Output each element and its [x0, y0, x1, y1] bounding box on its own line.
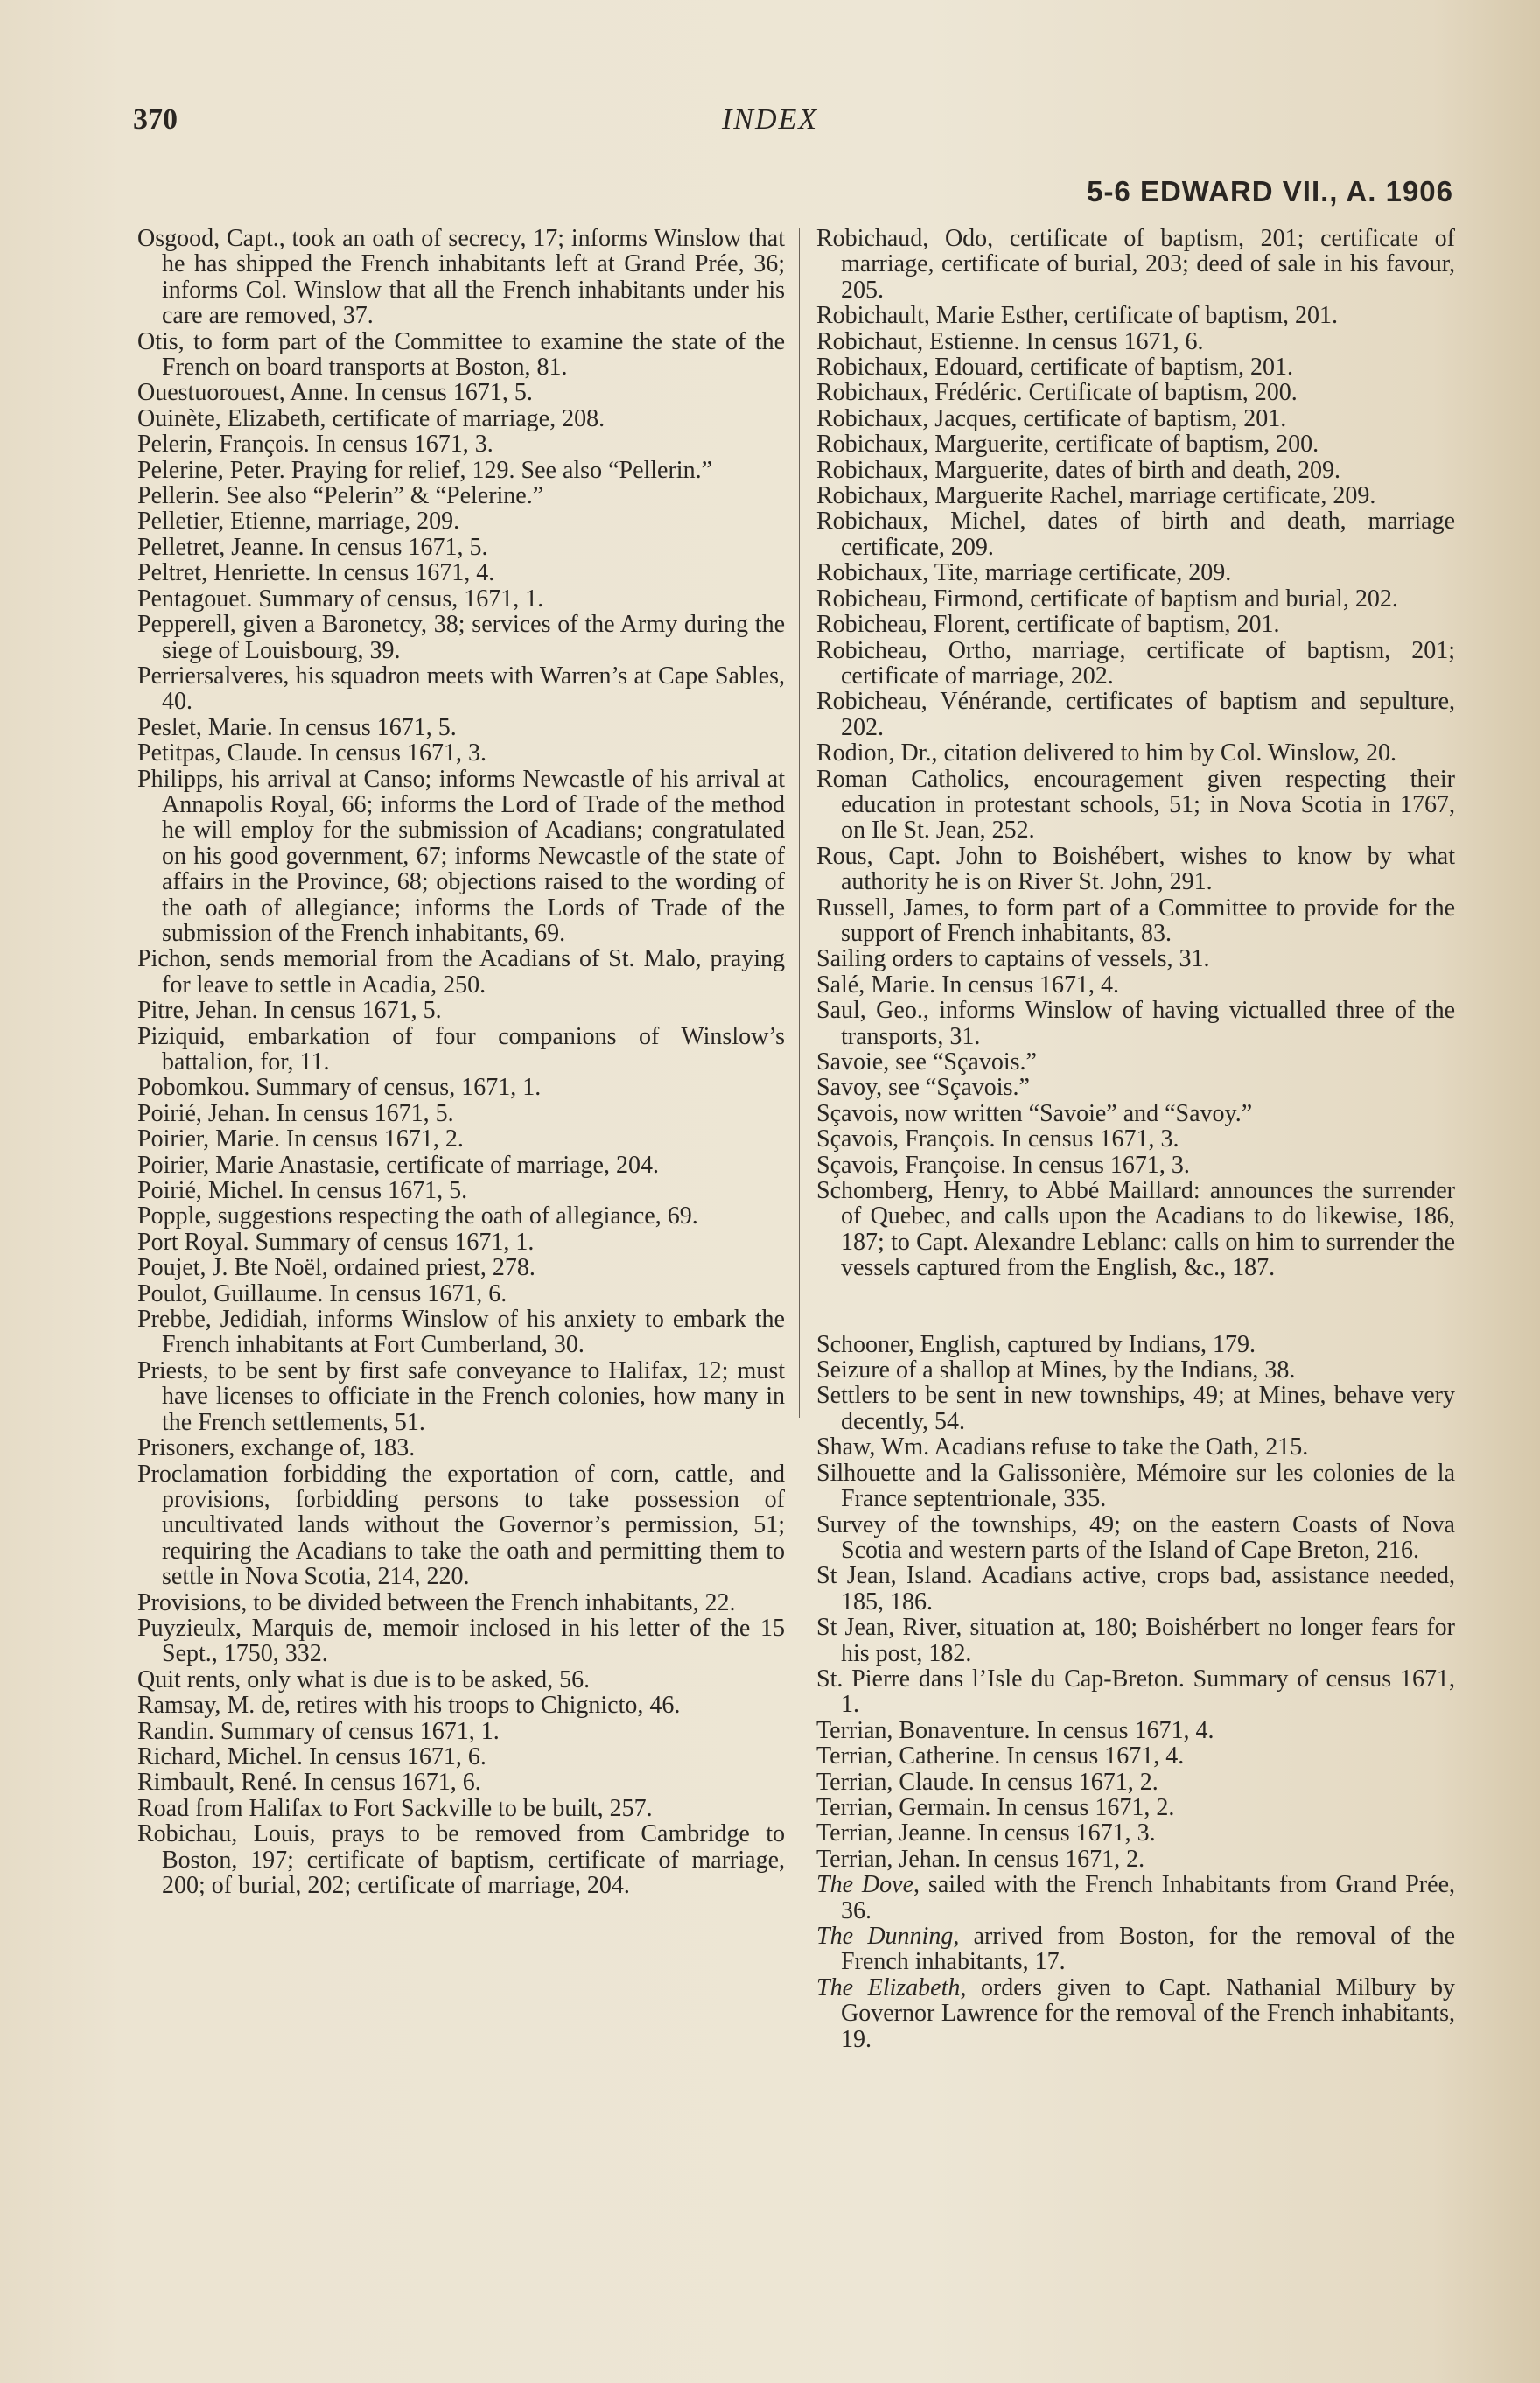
index-entry: Pelletret, Jeanne. In census 1671, 5.: [137, 533, 488, 561]
index-entry: Robicheau, Firmond, certificate of baptism and burial, 202.: [816, 585, 1398, 613]
ship-entries: [816, 1872, 1455, 2052]
index-entry: Pelletier, Etienne, marriage, 209.: [137, 508, 460, 536]
index-entry: Osgood, Capt., took an oath of secrecy, 17; informs Winslow that he has shipped the French inhabitants left at Grand Prée, 36; informs Col. Winslow that all the French inhabitants under his care are removed, 37.: [137, 225, 785, 330]
index-entry: Robichaux, Jacques, certificate of baptism, 201.: [816, 404, 1287, 432]
index-entry: Terrian, Claude. In census 1671, 2.: [816, 1768, 1158, 1796]
index-entry: Survey of the townships, 49; on the eastern Coasts of Nova Scotia and western parts of the Island of Cape Breton, 216.: [816, 1510, 1455, 1564]
index-entry: Piziquid, embarkation of four companions of Winslow’s battalion, for, 11.: [137, 1022, 785, 1076]
index-entry: Shaw, Wm. Acadians refuse to take the Oath, 215.: [816, 1433, 1309, 1461]
index-entry: Perriersalveres, his squadron meets with Warren’s at Cape Sables, 40.: [137, 662, 785, 716]
index-entry: Otis, to form part of the Committee to examine the state of the French on board transports at Boston, 81.: [137, 327, 785, 382]
right-column-lower-entries: [816, 1332, 1455, 1873]
index-entry: Robichaux, Edouard, certificate of baptism, 201.: [816, 354, 1294, 382]
ship-index-entry: [816, 1872, 1455, 1924]
index-entry: Robichaut, Estienne. In census 1671, 6.: [816, 327, 1204, 355]
index-entry: Pelerin, François. In census 1671, 3.: [137, 431, 494, 459]
index-entry: Ouestuorouest, Anne. In census 1671, 5.: [137, 379, 533, 407]
index-entry: St. Pierre dans l’Isle du Cap-Breton. Summary of census 1671, 1.: [816, 1665, 1455, 1719]
index-entry: Rodion, Dr., citation delivered to him by Col. Winslow, 20.: [816, 739, 1397, 767]
index-entry: Sçavois, Françoise. In census 1671, 3.: [816, 1151, 1190, 1179]
index-entry: Proclamation forbidding the exportation of corn, cattle, and provisions, forbidding persons to take possession of uncultivated lands without the Governor’s permission, 51; requiring the Acadians to take the oath and permitting them to settle in Nova Scotia, 214, 220.: [137, 1460, 785, 1591]
session-reference: 5-6 EDWARD VII., A. 1906: [1087, 175, 1453, 207]
index-entry: Poirié, Michel. In census 1671, 5.: [137, 1177, 468, 1205]
index-entry: Pichon, sends memorial from the Acadians of St. Malo, praying for leave to settle in Acadia, 250.: [137, 945, 785, 999]
index-entry: Robicheau, Ortho, marriage, certificate of baptism, 201; certificate of marriage, 202.: [816, 636, 1455, 690]
index-entry: Pobomkou. Summary of census, 1671, 1.: [137, 1074, 542, 1102]
index-entry: Russell, James, to form part of a Committee to provide for the support of French inhabitants, 83.: [816, 894, 1455, 947]
index-entry: Poirié, Jehan. In census 1671, 5.: [137, 1099, 454, 1127]
index-entry: Pellerin. See also “Pelerin” & “Pelerine.”: [137, 482, 544, 510]
index-entry: Priests, to be sent by first safe conveyance to Halifax, 12; must have licenses to officiate in the French colonies, how many in the French settlements, 51.: [137, 1356, 785, 1436]
ship-entry-text: , orders given to Capt. Nathanial Milbury by Governor Lawrence for the removal of the French inhabitants, 19.: [841, 1973, 1456, 2053]
section-gap: [816, 1281, 1455, 1332]
index-entry: Pitre, Jehan. In census 1671, 5.: [137, 997, 442, 1025]
index-entry: Sailing orders to captains of vessels, 31.: [816, 945, 1210, 973]
right-column-upper-entries: [816, 226, 1455, 1281]
index-entry: St Jean, River, situation at, 180; Boishérbert no longer fears for his post, 182.: [816, 1614, 1455, 1667]
index-entry: Pelerine, Peter. Praying for relief, 129. See also “Pellerin.”: [137, 456, 713, 484]
index-entry: Seizure of a shallop at Mines, by the Indians, 38.: [816, 1356, 1296, 1384]
index-entry: Settlers to be sent in new townships, 49; at Mines, behave very decently, 54.: [816, 1382, 1455, 1435]
index-entry: Road from Halifax to Fort Sackville to be built, 257.: [137, 1794, 653, 1822]
index-entry: Ouinète, Elizabeth, certificate of marriage, 208.: [137, 404, 606, 432]
index-entry: Savoie, see “Sçavois.”: [816, 1048, 1037, 1076]
ship-entry-text: , arrived from Boston, for the removal of the French inhabitants, 17.: [841, 1923, 1455, 1976]
page-number: 370: [133, 103, 178, 136]
index-entry: Savoy, see “Sçavois.”: [816, 1074, 1030, 1102]
index-entry: Robicheau, Florent, certificate of baptism, 201.: [816, 611, 1280, 639]
index-entry: Ramsay, M. de, retires with his troops to Chignicto, 46.: [137, 1692, 681, 1720]
index-entry: Peslet, Marie. In census 1671, 5.: [137, 713, 457, 741]
index-entry: Poirier, Marie. In census 1671, 2.: [137, 1125, 464, 1153]
index-entry: St Jean, Island. Acadians active, crops bad, assistance needed, 185, 186.: [816, 1562, 1455, 1616]
index-entry: Saul, Geo., informs Winslow of having victualled three of the transports, 31.: [816, 997, 1455, 1050]
index-entry: Robichaux, Tite, marriage certificate, 209.: [816, 559, 1232, 587]
left-index-column: [137, 226, 785, 1898]
ship-index-entry: [816, 1924, 1455, 1975]
index-entry: Robichault, Marie Esther, certificate of baptism, 201.: [816, 302, 1339, 330]
index-entry: Philipps, his arrival at Canso; informs Newcastle of his arrival at Annapolis Royal, 66; informs the Lord of Trade of the method he will employ for the submission of Acadians; congratulated on his good government, 67; informs Newcastle of the state of affairs in the Province, 68; objections raised to the wording of the oath of allegiance; informs the Lords of Trade of the submission of the French inhabitants, 69.: [137, 765, 785, 947]
ship-entry-text: , sailed with the French Inhabitants from Grand Prée, 36.: [841, 1871, 1455, 1924]
index-entry: Popple, suggestions respecting the oath of allegiance, 69.: [137, 1202, 698, 1230]
index-entry: Terrian, Jehan. In census 1671, 2.: [816, 1845, 1145, 1873]
index-entry: Sçavois, François. In census 1671, 3.: [816, 1125, 1180, 1153]
index-entry: Poulot, Guillaume. In census 1671, 6.: [137, 1279, 508, 1307]
index-entry: Puyzieulx, Marquis de, memoir inclosed in his letter of the 15 Sept., 1750, 332.: [137, 1614, 785, 1668]
index-entry: Pepperell, given a Baronetcy, 38; services of the Army during the siege of Louisbourg, 39.: [137, 611, 785, 664]
index-entry: Robichaux, Marguerite, dates of birth and death, 209.: [816, 456, 1340, 484]
running-title: INDEX: [721, 103, 819, 136]
index-entry: Peltret, Henriette. In census 1671, 4.: [137, 559, 495, 587]
index-entry: Terrian, Jeanne. In census 1671, 3.: [816, 1819, 1156, 1847]
index-entry: Robichaux, Marguerite Rachel, marriage certificate, 209.: [816, 482, 1376, 510]
index-entry: Robichau, Louis, prays to be removed from Cambridge to Boston, 197; certificate of baptism, certificate of marriage, 200; of burial, 202; certificate of marriage, 204.: [137, 1820, 785, 1899]
ship-name: The Dove: [816, 1871, 914, 1899]
index-entry: Provisions, to be divided between the French inhabitants, 22.: [137, 1588, 736, 1616]
index-entry: Terrian, Germain. In census 1671, 2.: [816, 1793, 1175, 1821]
index-entry: Robichaud, Odo, certificate of baptism, 201; certificate of marriage, certificate of burial, 203; deed of sale in his favour, 205.: [816, 225, 1455, 304]
column-divider: [799, 228, 800, 1418]
index-entry: Prebbe, Jedidiah, informs Winslow of his anxiety to embark the French inhabitants at Fort Cumberland, 30.: [137, 1306, 785, 1359]
index-entry: Roman Catholics, encouragement given respecting their education in protestant schools, 51; in Nova Scotia in 1767, on Ile St. Jean, 252.: [816, 765, 1455, 845]
index-entry: Quit rents, only what is due is to be asked, 56.: [137, 1665, 591, 1693]
index-entry: Pentagouet. Summary of census, 1671, 1.: [137, 585, 544, 613]
index-entry: Rimbault, René. In census 1671, 6.: [137, 1769, 481, 1797]
index-entry: Schomberg, Henry, to Abbé Maillard: announces the surrender of Quebec, and calls upon the Acadians to do likewise, 186, 187; to Capt. Alexandre Leblanc: calls on him to surrender the vessels captured from the English, &c., 187.: [816, 1177, 1455, 1282]
index-entry: Port Royal. Summary of census 1671, 1.: [137, 1228, 535, 1256]
index-entry: Robichaux, Marguerite, certificate of baptism, 200.: [816, 431, 1320, 459]
index-entry: Petitpas, Claude. In census 1671, 3.: [137, 739, 486, 767]
index-entry: Terrian, Catherine. In census 1671, 4.: [816, 1742, 1185, 1770]
index-entry: Sçavois, now written “Savoie” and “Savoy.”: [816, 1099, 1253, 1127]
index-entry: Randin. Summary of census 1671, 1.: [137, 1717, 500, 1745]
index-entry: Prisoners, exchange of, 183.: [137, 1434, 416, 1462]
index-entry: Robicheau, Vénérande, certificates of baptism and sepulture, 202.: [816, 688, 1455, 741]
right-index-column: [816, 226, 1455, 2052]
index-entry: Poujet, J. Bte Noël, ordained priest, 278.: [137, 1254, 536, 1282]
index-entry: Richard, Michel. In census 1671, 6.: [137, 1742, 486, 1770]
index-entry: Robichaux, Michel, dates of birth and death, marriage certificate, 209.: [816, 508, 1455, 561]
ship-name: The Dunning: [816, 1923, 954, 1950]
index-entry: Rous, Capt. John to Boishébert, wishes to know by what authority he is on River St. John, 291.: [816, 842, 1455, 896]
ship-index-entry: [816, 1975, 1455, 2052]
ship-name: The Elizabeth: [816, 1973, 961, 2001]
index-entry: Poirier, Marie Anastasie, certificate of marriage, 204.: [137, 1151, 659, 1179]
index-entry: Schooner, English, captured by Indians, 179.: [816, 1330, 1256, 1358]
index-entry: Silhouette and la Galissonière, Mémoire sur les colonies de la France septentrionale, 335.: [816, 1459, 1455, 1513]
index-entry: Terrian, Bonaventure. In census 1671, 4.: [816, 1716, 1214, 1744]
index-entry: Salé, Marie. In census 1671, 4.: [816, 971, 1120, 999]
index-entry: Robichaux, Frédéric. Certificate of baptism, 200.: [816, 379, 1298, 407]
